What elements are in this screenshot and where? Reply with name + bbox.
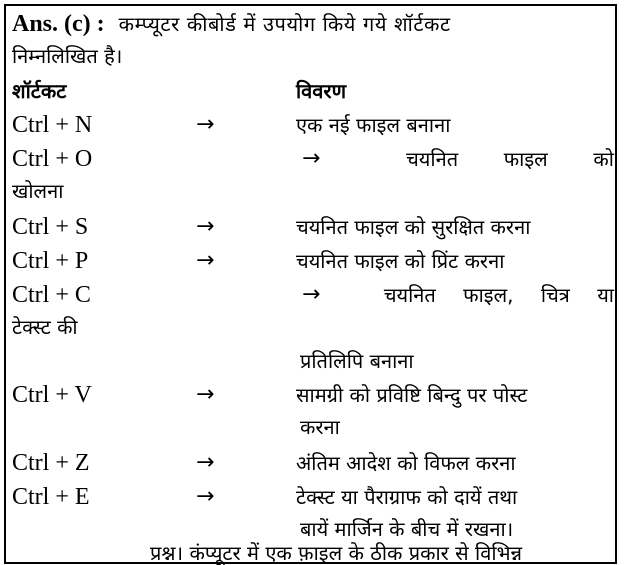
shortcut-key: Ctrl + V xyxy=(12,382,92,408)
arrow-icon: → xyxy=(196,450,215,475)
cut-off-text: प्रश्न। कंप्यूटर में एक फ़ाइल के ठीक प्रकार से विभिन्न xyxy=(150,541,522,565)
description-continuation: बायें मार्जिन के बीच में रखना। xyxy=(300,517,514,541)
description-word: फाइल xyxy=(503,147,548,171)
arrow-icon: → xyxy=(302,282,321,307)
arrow-icon: → xyxy=(196,382,215,407)
shortcut-key: Ctrl + O xyxy=(12,146,93,172)
shortcut-description: चयनित फाइल को सुरक्षित करना xyxy=(296,215,531,239)
arrow-icon: → xyxy=(196,484,215,509)
answer-intro-text: कम्प्यूटर कीबोर्ड में उपयोग किये गये शॉर्टकट xyxy=(118,12,451,36)
shortcut-key: Ctrl + P xyxy=(12,248,89,274)
description-word: चयनित xyxy=(383,283,436,307)
shortcut-key: Ctrl + Z xyxy=(12,450,90,476)
shortcut-description: सामग्री को प्रविष्टि बिन्दु पर पोस्ट xyxy=(296,383,528,407)
answer-label: Ans. (c) : xyxy=(12,11,105,37)
shortcut-description: टेक्स्ट या पैराग्राफ को दायें तथा xyxy=(296,485,518,509)
description-word: चित्र xyxy=(540,283,570,307)
arrow-icon: → xyxy=(302,146,321,171)
description-word: चयनित xyxy=(406,147,459,171)
answer-intro-continuation: निम्नलिखित है। xyxy=(12,44,123,68)
description-continuation: करना xyxy=(300,415,340,439)
shortcut-description: अंतिम आदेश को विफल करना xyxy=(296,451,516,475)
shortcut-key: Ctrl + N xyxy=(12,112,93,138)
arrow-icon: → xyxy=(196,214,215,239)
shortcut-description: चयनित फाइल को प्रिंट करना xyxy=(296,249,505,273)
arrow-icon: → xyxy=(196,112,215,137)
shortcut-key: Ctrl + S xyxy=(12,214,89,240)
answer-line-1 xyxy=(12,9,612,39)
description-word: को xyxy=(593,147,614,171)
shortcut-description: एक नई फाइल बनाना xyxy=(296,113,451,137)
shortcut-description xyxy=(302,280,614,310)
cut-off-next-line xyxy=(150,541,560,565)
description-continuation: खोलना xyxy=(12,179,64,203)
shortcut-key: Ctrl + C xyxy=(12,282,91,308)
shortcut-key: Ctrl + E xyxy=(12,484,90,510)
arrow-icon: → xyxy=(196,248,215,273)
header-description: विवरण xyxy=(296,79,347,103)
header-shortcut: शॉर्टकट xyxy=(12,79,67,103)
description-continuation: टेक्स्ट की xyxy=(12,315,78,339)
description-word: या xyxy=(597,283,614,307)
description-continuation: प्रतिलिपि बनाना xyxy=(300,349,414,373)
description-word: फाइल, xyxy=(463,283,514,307)
shortcut-description xyxy=(302,144,614,174)
